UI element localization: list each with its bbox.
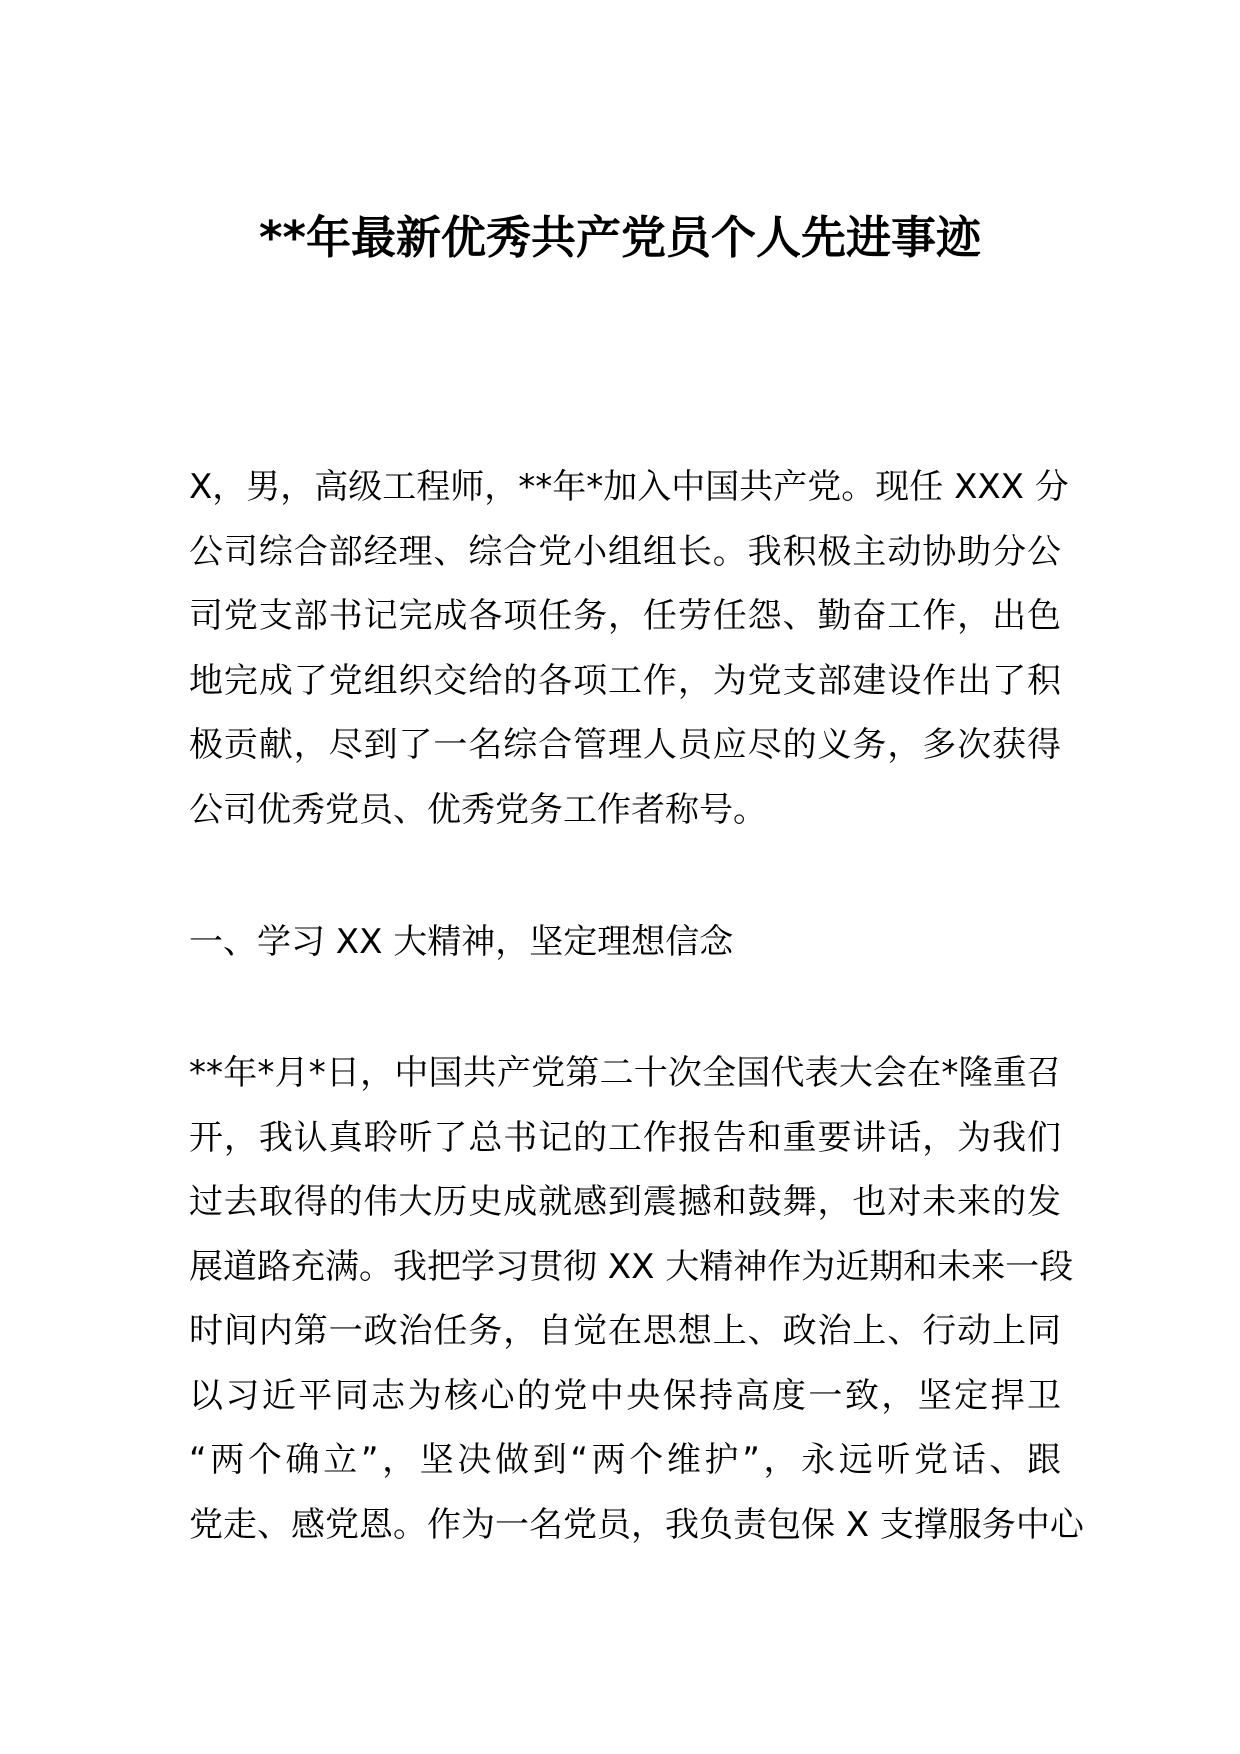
text-line: 开，我认真聆听了总书记的工作报告和重要讲话，为我们 xyxy=(189,1117,1061,1158)
text-line: 司党支部书记完成各项任务，任劳任怨、勤奋工作，出色 xyxy=(189,596,1061,636)
document-title: **年最新优秀共产党员个人先进事迹 xyxy=(258,211,982,264)
text-line: 时间内第一政治任务，自觉在思想上、政治上、行动上同 xyxy=(189,1311,1061,1351)
intro-paragraph xyxy=(189,455,1069,842)
text-line: 党走、感党恩。作为一名党员，我负责包保 X 支撑服务中心 xyxy=(189,1504,1084,1545)
text-line: 公司优秀党员、优秀党务工作者称号。 xyxy=(189,789,767,830)
section-paragraph xyxy=(189,1041,1084,1557)
text-line: 地完成了党组织交给的各项工作，为党支部建设作出了积 xyxy=(189,660,1061,701)
text-line: 公司综合部经理、综合党小组组长。我积极主动协助分公 xyxy=(189,531,1061,572)
text-line: 极贡献，尽到了一名综合管理人员应尽的义务，多次获得 xyxy=(189,725,1061,765)
text-line: 过去取得的伟大历史成就感到震撼和鼓舞，也对未来的发 xyxy=(189,1182,1061,1222)
text-line: 展道路充满。我把学习贯彻 XX 大精神作为近期和未来一段 xyxy=(189,1246,1074,1287)
section-heading-text: 一、学习 XX 大精神，坚定理想信念 xyxy=(189,922,734,962)
section-heading xyxy=(189,910,1061,975)
text-line: **年*月*日，中国共产党第二十次全国代表大会在*隆重召 xyxy=(189,1053,1061,1093)
text-line: X，男，高级工程师，**年*加入中国共产党。现任 XXX 分 xyxy=(189,467,1069,507)
text-line: 以习近平同志为核心的党中央保持高度一致，坚定捍卫 xyxy=(189,1375,1061,1416)
text-line: “两个确立”，坚决做到“两个维护”，永远听党话、跟 xyxy=(189,1440,1061,1480)
